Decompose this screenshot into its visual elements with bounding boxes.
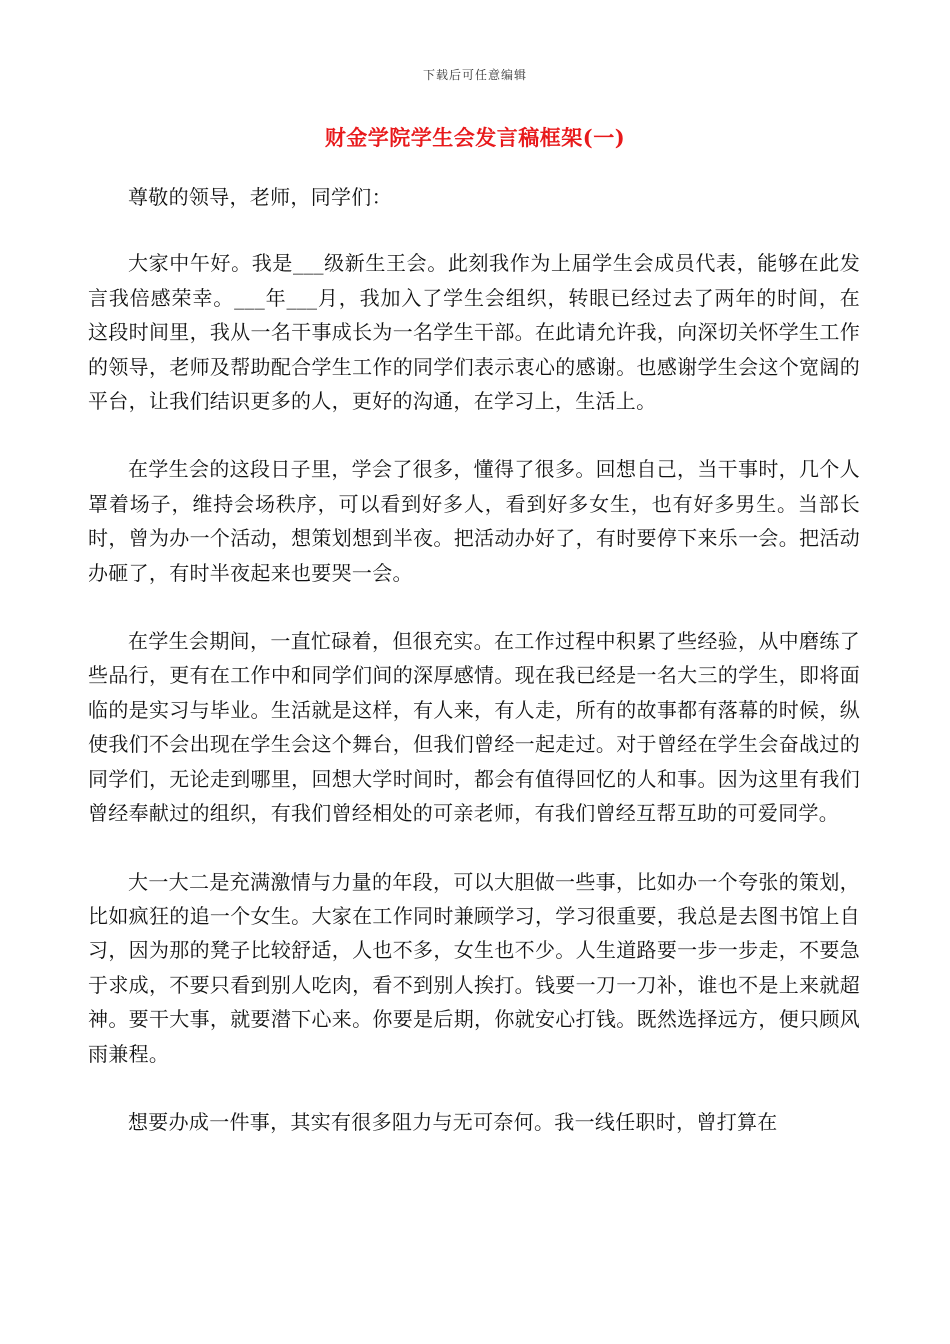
document-body — [88, 180, 860, 1173]
paragraph-5: 想要办成一件事，其实有很多阻力与无可奈何。我一线任职时，曾打算在 — [128, 1109, 778, 1134]
paragraph-4: 大一大二是充满激情与力量的年段，可以大胆做一些事，比如办一个夸张的策划，比如疯狂的追一个女生。大家在工作同时兼顾学习，学习很重要，我总是去图书馆上自习，因为那的凳子比较舒适，人也不多，女生也不少。人生道路要一步一步走，不要急于求成，不要只看到别人吃肉，看不到别人挨打。钱要一刀一刀补，谁也不是上来就超神。要干大事，就要潜下心来。你要是后期，你就安心打钱。既然选择远方，便只顾风雨兼程。 — [88, 869, 860, 1066]
paragraph-1: 大家中午好。我是___级新生王会。此刻我作为上届学生会成员代表，能够在此发言我倍感荣幸。___年___月，我加入了学生会组织，转眼已经过去了两年的时间，在这段时间里，我从一名干事成长为一名学生干部。在此请允许我，向深切关怀学生工作的领导，老师及帮助配合学生工作的同学们表示衷心的感谢。也感谢学生会这个宽阔的平台，让我们结识更多的人，更好的沟通，在学习上，生活上。 — [88, 251, 860, 414]
salutation: 尊敬的领导，老师，同学们： — [128, 185, 392, 209]
paragraph-2: 在学生会的这段日子里，学会了很多，懂得了很多。回想自己，当干事时，几个人罩着场子，维持会场秩序，可以看到好多人，看到好多女生，也有好多男生。当部长时，曾为办一个活动，想策划想到半夜。把活动办好了，有时要停下来乐一会。把活动办砸了，有时半夜起来也要哭一会。 — [88, 457, 860, 585]
document-title: 财金学院学生会发言稿框架(一) — [324, 125, 626, 150]
header-note: 下载后可任意编辑 — [422, 68, 527, 82]
paragraph-3: 在学生会期间，一直忙碌着，但很充实。在工作过程中积累了些经验，从中磨练了些品行，更有在工作中和同学们间的深厚感情。现在我已经是一名大三的学生，即将面临的是实习与毕业。生活就是这样，有人来，有人走，所有的故事都有落幕的时候，纵使我们不会出现在学生会这个舞台，但我们曾经一起走过。对于曾经在学生会奋战过的同学们，无论走到哪里，回想大学时间时，都会有值得回忆的人和事。因为这里有我们曾经奉献过的组织，有我们曾经相处的可亲老师，有我们曾经互帮互助的可爱同学。 — [88, 629, 860, 826]
